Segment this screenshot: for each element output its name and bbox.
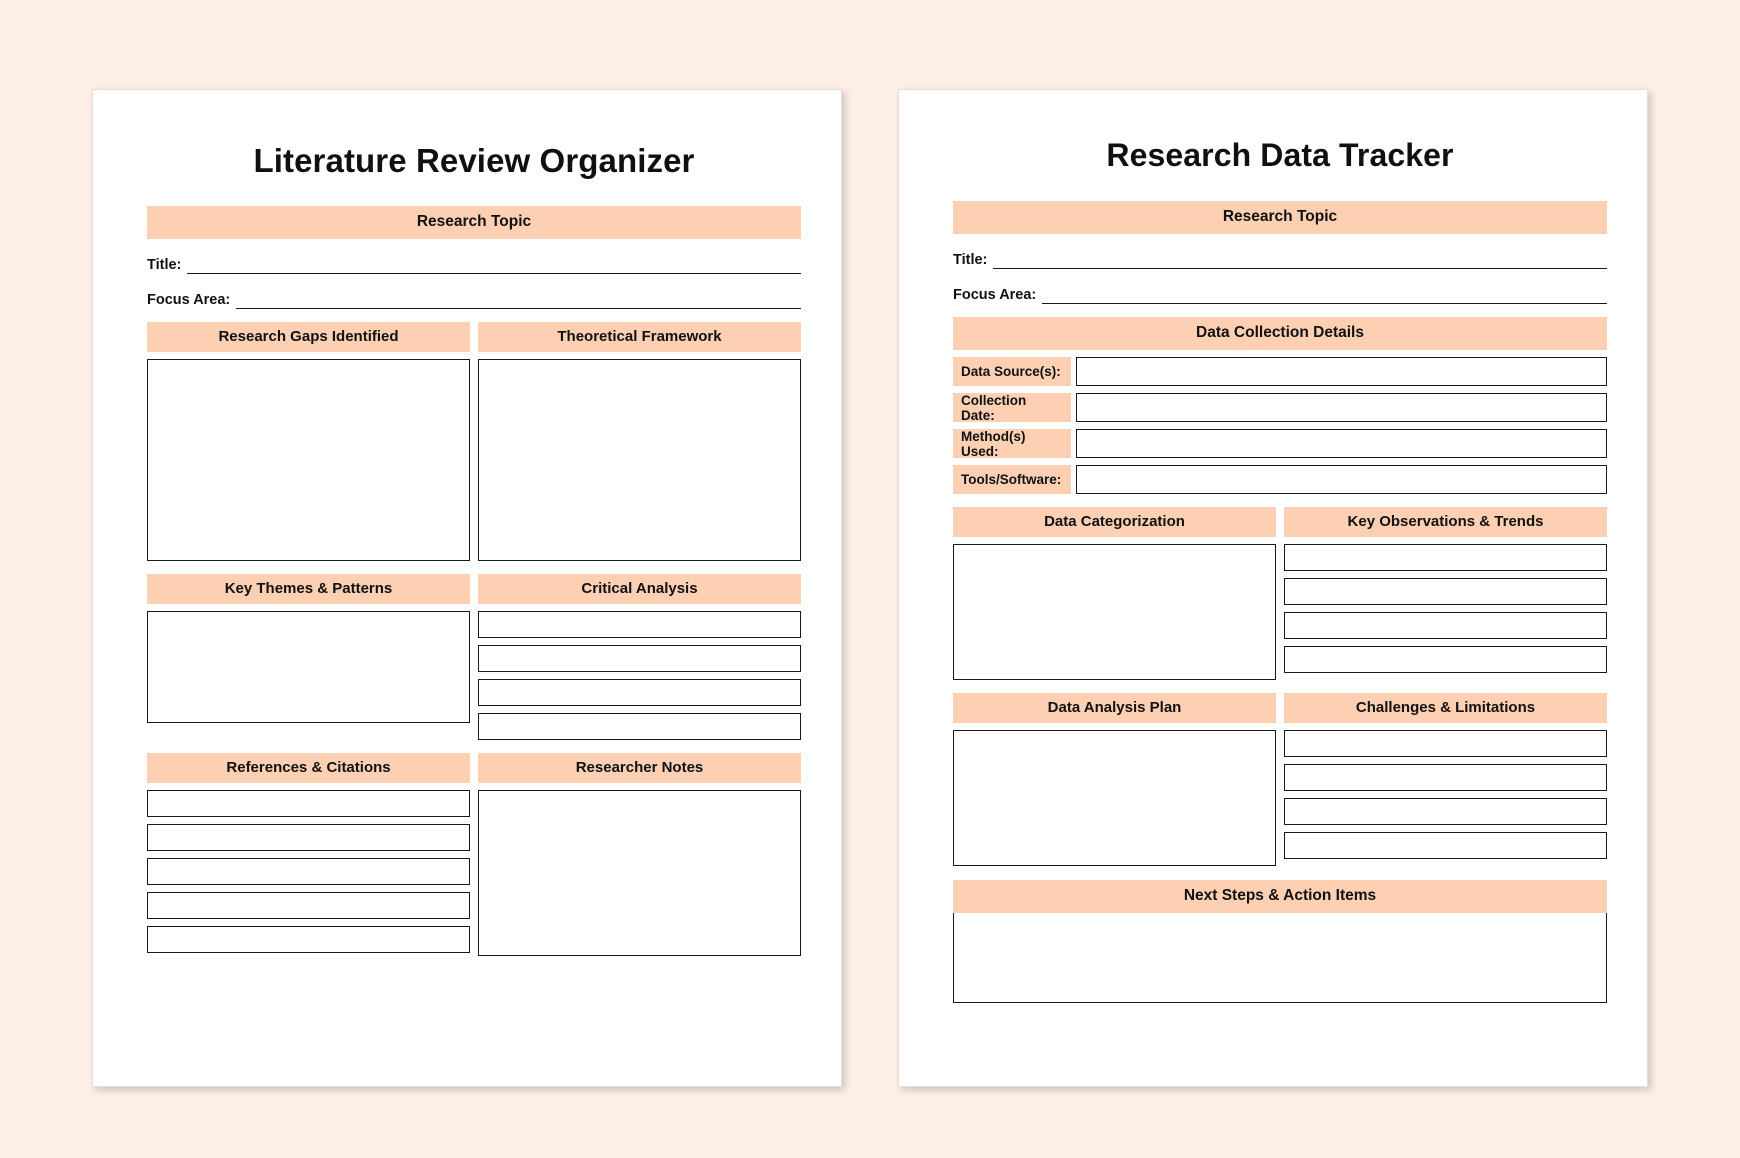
row-references-notes — [147, 753, 801, 956]
row-tools-software — [953, 465, 1607, 494]
input-tools-software[interactable] — [1076, 465, 1607, 494]
col-critical-analysis — [478, 574, 801, 740]
line-item[interactable] — [478, 611, 801, 638]
line-item[interactable] — [147, 926, 470, 953]
band-references: References & Citations — [147, 753, 470, 783]
input-methods-used[interactable] — [1076, 429, 1607, 458]
field-title — [147, 257, 801, 274]
band-data-collection-details: Data Collection Details — [953, 317, 1607, 350]
line-item[interactable] — [1284, 544, 1607, 571]
row-gaps-framework — [147, 322, 801, 561]
page-title: Literature Review Organizer — [253, 142, 695, 179]
line-item[interactable] — [1284, 798, 1607, 825]
line-item[interactable] — [1284, 646, 1607, 673]
input-theoretical-framework[interactable] — [478, 359, 801, 561]
page-left-content — [147, 90, 801, 1086]
input-data-categorization[interactable] — [953, 544, 1276, 680]
input-researcher-notes[interactable] — [478, 790, 801, 956]
input-key-themes[interactable] — [147, 611, 470, 723]
input-next-steps[interactable] — [953, 913, 1607, 1003]
line-item[interactable] — [147, 892, 470, 919]
col-key-themes — [147, 574, 470, 740]
input-critical-analysis-lines — [478, 611, 801, 740]
col-data-analysis-plan — [953, 693, 1276, 866]
col-research-gaps — [147, 322, 470, 561]
band-key-themes: Key Themes & Patterns — [147, 574, 470, 604]
page-literature-review-organizer — [92, 89, 842, 1087]
row-analysis-challenges — [953, 693, 1607, 866]
band-researcher-notes: Researcher Notes — [478, 753, 801, 783]
page-title: Research Data Tracker — [1106, 137, 1454, 173]
band-theoretical-framework: Theoretical Framework — [478, 322, 801, 352]
page-right-content — [953, 90, 1607, 1086]
col-theoretical-framework — [478, 322, 801, 561]
input-key-observations-lines — [1284, 544, 1607, 673]
field-focus-area-input[interactable] — [1042, 287, 1607, 304]
line-item[interactable] — [147, 824, 470, 851]
line-item[interactable] — [147, 858, 470, 885]
band-key-observations: Key Observations & Trends — [1284, 507, 1607, 537]
row-categorization-observations — [953, 507, 1607, 680]
line-item[interactable] — [478, 713, 801, 740]
field-title — [953, 252, 1607, 269]
line-item[interactable] — [1284, 764, 1607, 791]
col-challenges — [1284, 693, 1607, 866]
col-key-observations — [1284, 507, 1607, 680]
col-references — [147, 753, 470, 956]
field-focus-area-label: Focus Area: — [953, 287, 1037, 303]
band-critical-analysis: Critical Analysis — [478, 574, 801, 604]
line-item[interactable] — [147, 790, 470, 817]
col-data-categorization — [953, 507, 1276, 680]
label-methods-used: Method(s) Used: — [953, 429, 1071, 458]
band-research-topic: Research Topic — [953, 201, 1607, 234]
band-data-analysis-plan: Data Analysis Plan — [953, 693, 1276, 723]
line-item[interactable] — [478, 645, 801, 672]
page-research-data-tracker — [898, 89, 1648, 1087]
field-focus-area-input[interactable] — [236, 292, 801, 309]
row-themes-analysis — [147, 574, 801, 740]
field-title-input[interactable] — [993, 252, 1607, 269]
row-data-source — [953, 357, 1607, 386]
input-research-gaps[interactable] — [147, 359, 470, 561]
label-tools-software: Tools/Software: — [953, 465, 1071, 494]
input-data-source[interactable] — [1076, 357, 1607, 386]
input-data-analysis-plan[interactable] — [953, 730, 1276, 866]
input-collection-date[interactable] — [1076, 393, 1607, 422]
line-item[interactable] — [1284, 578, 1607, 605]
field-title-label: Title: — [147, 257, 182, 273]
field-focus-area — [147, 292, 801, 309]
label-collection-date: Collection Date: — [953, 393, 1071, 422]
band-research-gaps: Research Gaps Identified — [147, 322, 470, 352]
band-challenges: Challenges & Limitations — [1284, 693, 1607, 723]
line-item[interactable] — [478, 679, 801, 706]
col-researcher-notes — [478, 753, 801, 956]
input-challenges-lines — [1284, 730, 1607, 859]
row-methods-used — [953, 429, 1607, 458]
line-item[interactable] — [1284, 612, 1607, 639]
row-collection-date — [953, 393, 1607, 422]
band-research-topic: Research Topic — [147, 206, 801, 239]
input-references-lines — [147, 790, 470, 953]
field-title-label: Title: — [953, 252, 988, 268]
field-title-input[interactable] — [187, 257, 801, 274]
band-next-steps: Next Steps & Action Items — [953, 880, 1607, 913]
line-item[interactable] — [1284, 832, 1607, 859]
label-data-source: Data Source(s): — [953, 357, 1071, 386]
line-item[interactable] — [1284, 730, 1607, 757]
field-focus-area — [953, 287, 1607, 304]
field-focus-area-label: Focus Area: — [147, 292, 231, 308]
band-data-categorization: Data Categorization — [953, 507, 1276, 537]
